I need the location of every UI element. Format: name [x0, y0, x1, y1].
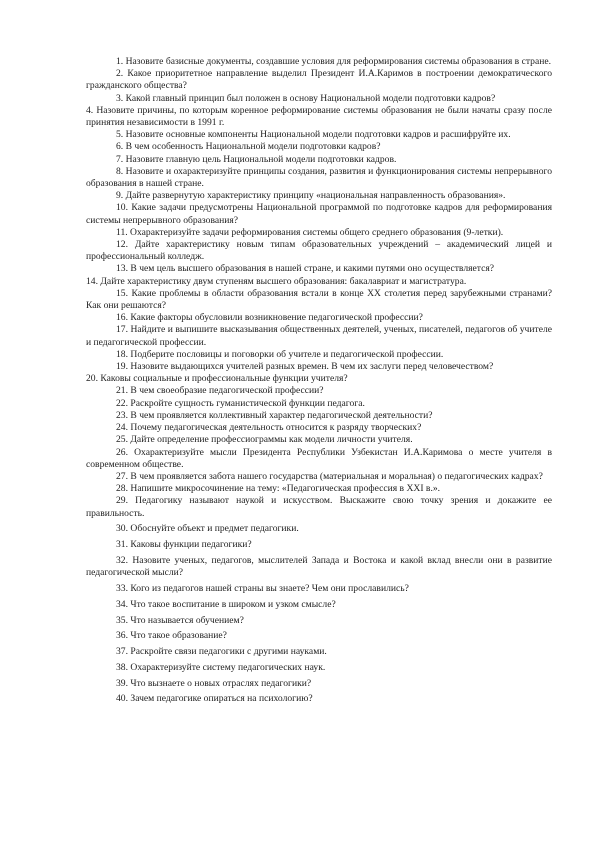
question-item: 37. Раскройте связи педагогики с другими науками. [116, 646, 327, 658]
question-item: 23. В чем проявляется коллективный характер педагогической деятельности? [116, 409, 433, 421]
question-item: 1. Назовите базисные документы, создавшие условия для реформирования системы образования в стране. [116, 56, 552, 67]
question-item: 18. Подберите пословицы и поговорки об учителе и педагогической профессии. [116, 348, 444, 360]
question-item: 32. Назовите ученых, педагогов, мыслителей Запада и Востока и какой вклад внесли они в развитие педагогической мысли? [86, 554, 552, 579]
question-item: 38. Охарактеризуйте систему педагогических наук. [116, 661, 326, 673]
question-item: 29. Педагогику называют наукой и искусством. Выскажите свою точку зрения и докажите ее правильность. [86, 495, 552, 519]
question-list [86, 56, 552, 706]
question-item: 6. В чем особенность Национальной модели подготовки кадров? [116, 141, 381, 153]
question-item: 2. Какое приоритетное направление выделил Президент И.А.Каримов в построении демократического гражданского общества? [86, 68, 552, 92]
question-item: 36. Что такое образование? [116, 630, 227, 642]
question-item: 5. Назовите основные компоненты Национальной модели подготовки кадров и расшифруйте их. [116, 129, 511, 141]
question-item: 4. Назовите причины, по которым коренное реформирование системы образования не были начаты сразу после принятия независимости в 1991 г. [86, 104, 552, 129]
question-item: 20. Каковы социальные и профессиональные функции учителя? [86, 373, 348, 385]
question-item: 12. Дайте характеристику новым типам образовательных учреждений – академический лицей и профессиональный колледж. [86, 239, 552, 263]
question-item: 19. Назовите выдающихся учителей разных времен. В чем их заслуги перед человечеством? [116, 361, 494, 373]
question-item: 14. Дайте характеристику двум ступеням высшего образования: бакалавриат и магистратура. [86, 275, 467, 287]
question-item: 26. Охарактеризуйте мысли Президента Республики Узбекистан И.А.Каримова о месте учителя в современном обществе. [86, 446, 552, 470]
question-item: 40. Зачем педагогике опираться на психологию? [116, 693, 313, 705]
question-item: 22. Раскройте сущность гуманистической функции педагога. [116, 397, 365, 409]
question-item: 3. Какой главный принцип был положен в основу Национальной модели подготовки кадров? [116, 92, 496, 104]
question-item: 21. В чем своеобразие педагогической профессии? [116, 385, 324, 397]
question-item: 11. Охарактеризуйте задачи реформирования системы общего среднего образования (9-летки). [116, 226, 504, 238]
question-item: 8. Назовите и охарактеризуйте принципы создания, развития и функционирования системы непрерывного образования в нашей стране. [86, 165, 552, 190]
question-item: 7. Назовите главную цель Национальной модели подготовки кадров. [116, 153, 397, 165]
question-item: 33. Кого из педагогов нашей страны вы знаете? Чем они прославились? [116, 582, 409, 594]
question-item: 28. Напишите микросочинение на тему: «Педагогическая профессия в XXI в.». [116, 483, 441, 495]
question-item: 17. Найдите и выпишите высказывания общественных деятелей, ученых, писателей, педагогов об учителе и педагогической профессии. [86, 324, 552, 348]
question-item: 10. Какие задачи предусмотрены Национальной программой по подготовке кадров для реформирования системы непрерывного образования? [86, 202, 552, 226]
question-item: 25. Дайте определение профессиограммы как модели личности учителя. [116, 434, 413, 446]
question-item: 9. Дайте развернутую характеристику принципу «национальная направленность образования». [116, 190, 506, 202]
question-item: 13. В чем цель высшего образования в нашей стране, и какими путями оно осуществляется? [116, 263, 495, 275]
question-item: 35. Что называется обучением? [116, 614, 244, 626]
question-item: 27. В чем проявляется забота нашего государства (материальная и моральная) о педагогических кадрах? [116, 470, 543, 482]
question-item: 34. Что такое воспитание в широком и узком смысле? [116, 598, 336, 610]
question-item: 15. Какие проблемы в области образования встали в конце XX столетия перед зарубежными странами? Как они решаются? [86, 287, 552, 312]
question-item: 30. Обоснуйте объект и предмет педагогики. [116, 523, 299, 535]
question-item: 24. Почему педагогическая деятельность относится к разряду творческих? [116, 422, 422, 434]
question-item: 16. Какие факторы обусловили возникновение педагогической профессии? [116, 312, 423, 324]
question-item: 39. Что вызнаете о новых отраслях педагогики? [116, 677, 312, 689]
question-item: 31. Каковы функции педагогики? [116, 539, 252, 551]
